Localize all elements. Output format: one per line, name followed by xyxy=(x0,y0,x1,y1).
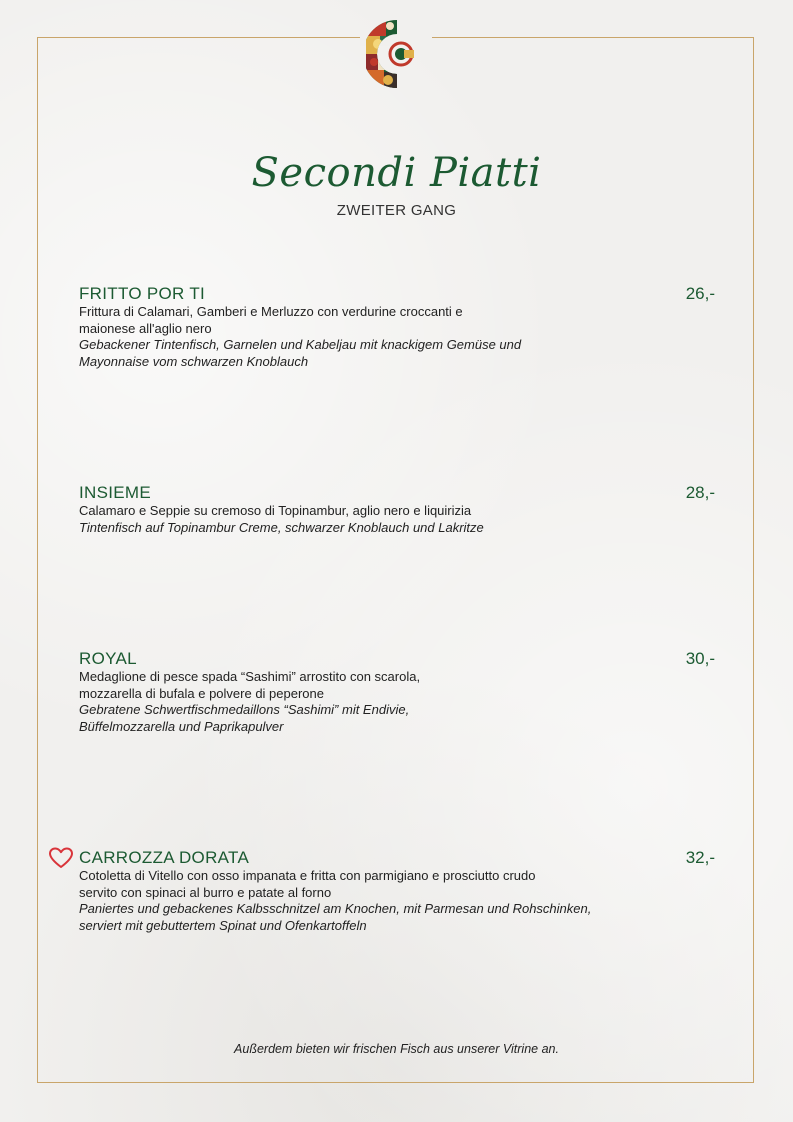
description-line: Cotoletta di Vitello con osso impanata e fritta con parmigiano e prosciutto crudo xyxy=(79,868,536,883)
dish-name: FRITTO POR TI xyxy=(79,284,206,303)
description-line: maionese all'aglio nero xyxy=(79,320,212,336)
dish-description-it xyxy=(79,304,719,337)
dish-name: INSIEME xyxy=(79,483,152,502)
dish-item xyxy=(79,284,719,370)
description-line: Frittura di Calamari, Gamberi e Merluzzo con verdurine croccanti e xyxy=(79,304,463,319)
dish-description-de xyxy=(79,901,719,934)
description-line: Medaglione di pesce spada “Sashimi” arrostito con scarola, xyxy=(79,669,421,684)
description-line: Mayonnaise vom schwarzen Knoblauch xyxy=(79,353,309,369)
dish-description-de xyxy=(79,520,719,537)
description-line: Büffelmozzarella und Paprikapulver xyxy=(79,718,284,734)
restaurant-logo-icon xyxy=(366,16,428,92)
description-line: serviert mit gebuttertem Spinat und Ofenkartoffeln xyxy=(79,917,367,933)
dish-price: 30,- xyxy=(685,649,715,668)
footer-note: Außerdem bieten wir frischen Fisch aus unserer Vitrine an. xyxy=(234,1042,559,1056)
dish-price: 32,- xyxy=(685,848,715,867)
dish-item xyxy=(79,483,719,536)
dish-name: ROYAL xyxy=(79,649,137,668)
dish-item xyxy=(79,649,719,735)
page-subtitle: ZWEITER GANG xyxy=(336,202,457,219)
dish-price: 28,- xyxy=(685,483,715,502)
dish-description-de xyxy=(79,702,719,735)
heart-icon xyxy=(48,846,74,870)
page-title: Secondi Piatti xyxy=(251,150,542,196)
description-line: servito con spinaci al burro e patate al forno xyxy=(79,884,332,900)
description-line: Gebackener Tintenfisch, Garnelen und Kabeljau mit knackigem Gemüse und xyxy=(79,337,522,352)
dish-description-it xyxy=(79,669,719,702)
dish-description-it xyxy=(79,868,719,901)
description-line: Gebratene Schwertfischmedaillons “Sashimi” mit Endivie, xyxy=(79,702,410,717)
dish-item xyxy=(79,848,719,934)
dish-name: CARROZZA DORATA xyxy=(79,848,250,867)
dish-price: 26,- xyxy=(685,284,715,303)
dish-description-de xyxy=(79,337,719,370)
dish-description-it xyxy=(79,503,719,520)
description-line: Paniertes und gebackenes Kalbsschnitzel am Knochen, mit Parmesan und Rohschinken, xyxy=(79,901,592,916)
description-line: mozzarella di bufala e polvere di peperone xyxy=(79,685,324,701)
description-line: Calamaro e Seppie su cremoso di Topinambur, aglio nero e liquirizia xyxy=(79,503,472,518)
description-line: Tintenfisch auf Topinambur Creme, schwarzer Knoblauch und Lakritze xyxy=(79,519,484,535)
